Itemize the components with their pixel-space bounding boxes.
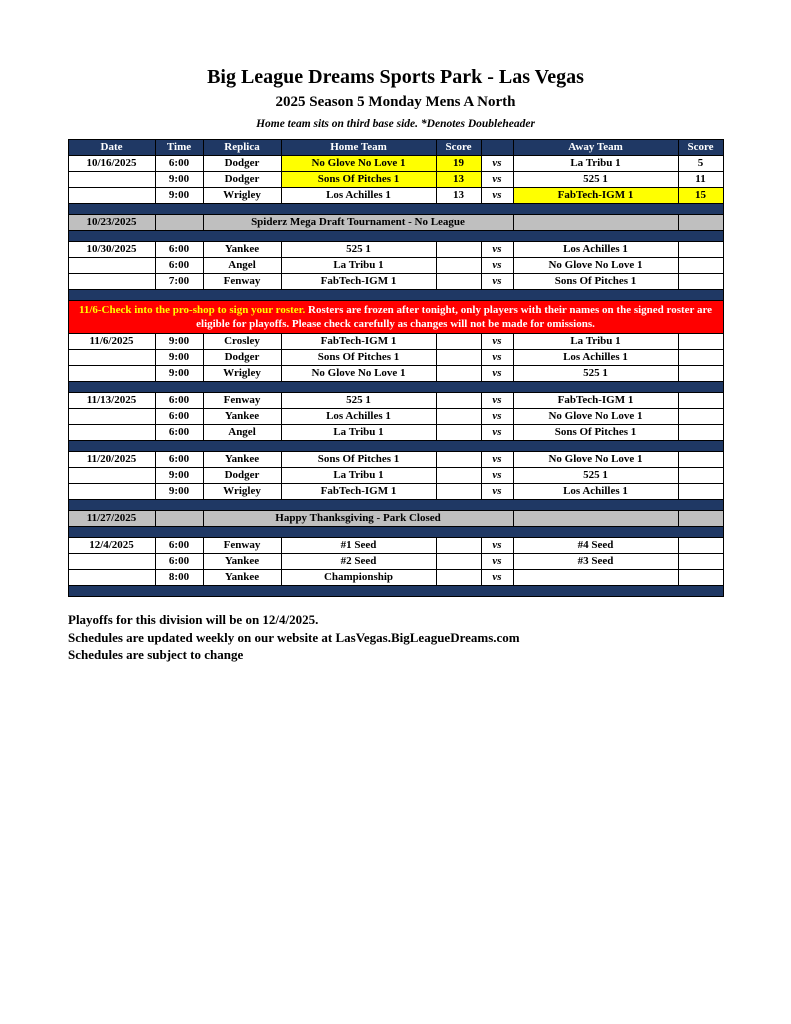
separator-bar [68,500,723,511]
replica-cell: Yankee [203,554,281,570]
away-team-cell [513,511,678,527]
home-team-cell: La Tribu 1 [281,425,436,441]
date-cell [68,366,155,382]
away-score-cell [678,425,723,441]
replica-cell: Dodger [203,468,281,484]
time-cell: 6:00 [155,554,203,570]
game-row [68,188,723,204]
game-row [68,350,723,366]
date-cell: 10/23/2025 [68,215,155,231]
home-team-cell: FabTech-IGM 1 [281,274,436,290]
away-score-cell [678,570,723,586]
away-score-cell [678,538,723,554]
vs-label: vs [481,425,513,441]
game-row [68,538,723,554]
separator-row [68,290,723,301]
replica-cell: Yankee [203,409,281,425]
vs-label: vs [481,554,513,570]
away-team-cell: Los Achilles 1 [513,484,678,500]
date-cell: 11/13/2025 [68,393,155,409]
time-cell: 9:00 [155,188,203,204]
game-row [68,334,723,350]
home-score-cell [436,554,481,570]
away-team-cell: #3 Seed [513,554,678,570]
date-cell [68,468,155,484]
separator-row [68,527,723,538]
home-score-cell [436,452,481,468]
home-score-cell: 13 [436,188,481,204]
column-header-vs [481,140,513,156]
date-cell: 11/20/2025 [68,452,155,468]
home-score-cell [436,242,481,258]
separator-bar [68,290,723,301]
game-row [68,172,723,188]
replica-cell: Wrigley [203,366,281,382]
home-score-cell [436,334,481,350]
separator-row [68,500,723,511]
column-header-score: Score [678,140,723,156]
notice-highlight-text: 11/6-Check into the pro-shop to sign your roster. [78,304,306,316]
away-score-cell [678,554,723,570]
home-team-cell: Sons Of Pitches 1 [281,452,436,468]
vs-label: vs [481,172,513,188]
date-cell [68,188,155,204]
time-cell: 6:00 [155,242,203,258]
replica-cell: Crosley [203,334,281,350]
away-team-cell: Los Achilles 1 [513,350,678,366]
away-team-cell: 525 1 [513,366,678,382]
date-cell [68,570,155,586]
time-cell: 6:00 [155,538,203,554]
replica-cell: Dodger [203,172,281,188]
away-team-cell: FabTech-IGM 1 [513,188,678,204]
separator-row [68,441,723,452]
replica-cell: Dodger [203,350,281,366]
away-team-cell: Sons Of Pitches 1 [513,274,678,290]
time-cell: 9:00 [155,350,203,366]
home-score-cell [436,409,481,425]
game-row [68,468,723,484]
banner-row [68,215,723,231]
home-team-cell: FabTech-IGM 1 [281,334,436,350]
away-score-cell [678,393,723,409]
date-cell: 10/30/2025 [68,242,155,258]
replica-cell: Yankee [203,452,281,468]
footer-playoffs-note: Playoffs for this division will be on 12/4/2025. [68,612,319,627]
home-team-cell: Los Achilles 1 [281,409,436,425]
home-score-cell [436,258,481,274]
away-team-cell: La Tribu 1 [513,156,678,172]
separator-row [68,231,723,242]
column-header-score: Score [436,140,481,156]
date-cell: 12/4/2025 [68,538,155,554]
away-team-cell: Los Achilles 1 [513,242,678,258]
vs-label: vs [481,188,513,204]
home-team-cell: La Tribu 1 [281,468,436,484]
replica-cell: Fenway [203,274,281,290]
date-cell [68,425,155,441]
home-score-cell [436,393,481,409]
home-score-cell [436,538,481,554]
vs-label: vs [481,350,513,366]
schedule-table [68,139,724,597]
banner-message: Spiderz Mega Draft Tournament - No League [203,215,513,231]
away-score-cell [678,511,723,527]
game-row [68,393,723,409]
away-score-cell [678,452,723,468]
away-score-cell [678,468,723,484]
game-row [68,554,723,570]
game-row [68,409,723,425]
game-row [68,570,723,586]
date-cell: 11/27/2025 [68,511,155,527]
vs-label: vs [481,452,513,468]
table-header-row [68,140,723,156]
game-row [68,156,723,172]
home-team-cell: 525 1 [281,393,436,409]
vs-label: vs [481,570,513,586]
away-score-cell [678,242,723,258]
home-team-cell: No Glove No Love 1 [281,156,436,172]
away-score-cell [678,366,723,382]
home-score-cell: 19 [436,156,481,172]
game-row [68,258,723,274]
time-cell [155,511,203,527]
vs-label: vs [481,274,513,290]
away-team-cell: Sons Of Pitches 1 [513,425,678,441]
away-team-cell: No Glove No Love 1 [513,258,678,274]
away-team-cell: #4 Seed [513,538,678,554]
time-cell: 6:00 [155,393,203,409]
away-score-cell: 11 [678,172,723,188]
home-team-cell: FabTech-IGM 1 [281,484,436,500]
game-row [68,484,723,500]
away-score-cell: 15 [678,188,723,204]
vs-label: vs [481,393,513,409]
vs-label: vs [481,258,513,274]
away-score-cell [678,484,723,500]
vs-label: vs [481,156,513,172]
date-cell [68,350,155,366]
home-team-cell: No Glove No Love 1 [281,366,436,382]
replica-cell: Yankee [203,242,281,258]
home-team-cell: #2 Seed [281,554,436,570]
column-header-home-team: Home Team [281,140,436,156]
date-cell: 11/6/2025 [68,334,155,350]
away-team-cell: No Glove No Love 1 [513,409,678,425]
separator-bar [68,527,723,538]
replica-cell: Yankee [203,570,281,586]
time-cell: 6:00 [155,425,203,441]
replica-cell: Wrigley [203,484,281,500]
away-team-cell [513,215,678,231]
column-header-replica: Replica [203,140,281,156]
vs-label: vs [481,468,513,484]
vs-label: vs [481,484,513,500]
away-team-cell: 525 1 [513,172,678,188]
date-cell [68,258,155,274]
vs-label: vs [481,366,513,382]
date-cell: 10/16/2025 [68,156,155,172]
time-cell: 9:00 [155,334,203,350]
page-title: Big League Dreams Sports Park - Las Vegas [207,66,584,88]
banner-row [68,511,723,527]
date-cell [68,554,155,570]
vs-label: vs [481,334,513,350]
replica-cell: Wrigley [203,188,281,204]
home-team-cell: 525 1 [281,242,436,258]
time-cell [155,215,203,231]
time-cell: 6:00 [155,409,203,425]
time-cell: 7:00 [155,274,203,290]
replica-cell: Fenway [203,393,281,409]
schedule-table-body [68,156,723,597]
home-team-cell: Sons Of Pitches 1 [281,172,436,188]
away-score-cell [678,350,723,366]
home-team-cell: Championship [281,570,436,586]
date-cell [68,172,155,188]
column-header-time: Time [155,140,203,156]
time-cell: 9:00 [155,366,203,382]
away-score-cell [678,215,723,231]
separator-bar [68,204,723,215]
banner-message: Happy Thanksgiving - Park Closed [203,511,513,527]
away-score-cell [678,334,723,350]
replica-cell: Dodger [203,156,281,172]
away-team-cell: 525 1 [513,468,678,484]
game-row [68,274,723,290]
separator-bar [68,586,723,597]
replica-cell: Fenway [203,538,281,554]
time-cell: 9:00 [155,468,203,484]
column-header-away-team: Away Team [513,140,678,156]
footer-notes [68,611,723,664]
notice-row [68,301,723,334]
footer-subject-to-change-note: Schedules are subject to change [68,647,244,662]
away-score-cell [678,258,723,274]
away-team-cell: FabTech-IGM 1 [513,393,678,409]
home-team-cell: La Tribu 1 [281,258,436,274]
home-score-cell [436,274,481,290]
replica-cell: Angel [203,258,281,274]
time-cell: 8:00 [155,570,203,586]
time-cell: 6:00 [155,156,203,172]
away-team-cell: No Glove No Love 1 [513,452,678,468]
time-cell: 6:00 [155,452,203,468]
date-cell [68,409,155,425]
home-team-cell: Los Achilles 1 [281,188,436,204]
away-score-cell [678,274,723,290]
time-cell: 9:00 [155,172,203,188]
home-score-cell [436,484,481,500]
separator-row [68,382,723,393]
page-note: Home team sits on third base side. *Denotes Doubleheader [256,118,535,130]
home-score-cell [436,468,481,484]
game-row [68,425,723,441]
away-team-cell [513,570,678,586]
home-score-cell [436,425,481,441]
game-row [68,242,723,258]
game-row [68,366,723,382]
page-subtitle: 2025 Season 5 Monday Mens A North [275,94,516,110]
time-cell: 9:00 [155,484,203,500]
time-cell: 6:00 [155,258,203,274]
notice-rest-text: Rosters are frozen after tonight, only players with their names on the signed roster are eligible for playoffs. Please check carefully as changes will not be made for omissions. [196,304,713,330]
separator-bar [68,231,723,242]
replica-cell: Angel [203,425,281,441]
column-header-date: Date [68,140,155,156]
date-cell [68,274,155,290]
away-score-cell [678,409,723,425]
home-score-cell: 13 [436,172,481,188]
vs-label: vs [481,409,513,425]
footer-website-note: Schedules are updated weekly on our website at LasVegas.BigLeagueDreams.com [68,629,520,645]
home-team-cell: Sons Of Pitches 1 [281,350,436,366]
separator-row [68,586,723,597]
date-cell [68,484,155,500]
notice-text [68,301,723,334]
separator-row [68,204,723,215]
home-score-cell [436,570,481,586]
game-row [68,452,723,468]
separator-bar [68,382,723,393]
separator-bar [68,441,723,452]
home-score-cell [436,366,481,382]
away-team-cell: La Tribu 1 [513,334,678,350]
home-score-cell [436,350,481,366]
vs-label: vs [481,242,513,258]
vs-label: vs [481,538,513,554]
away-score-cell: 5 [678,156,723,172]
home-team-cell: #1 Seed [281,538,436,554]
